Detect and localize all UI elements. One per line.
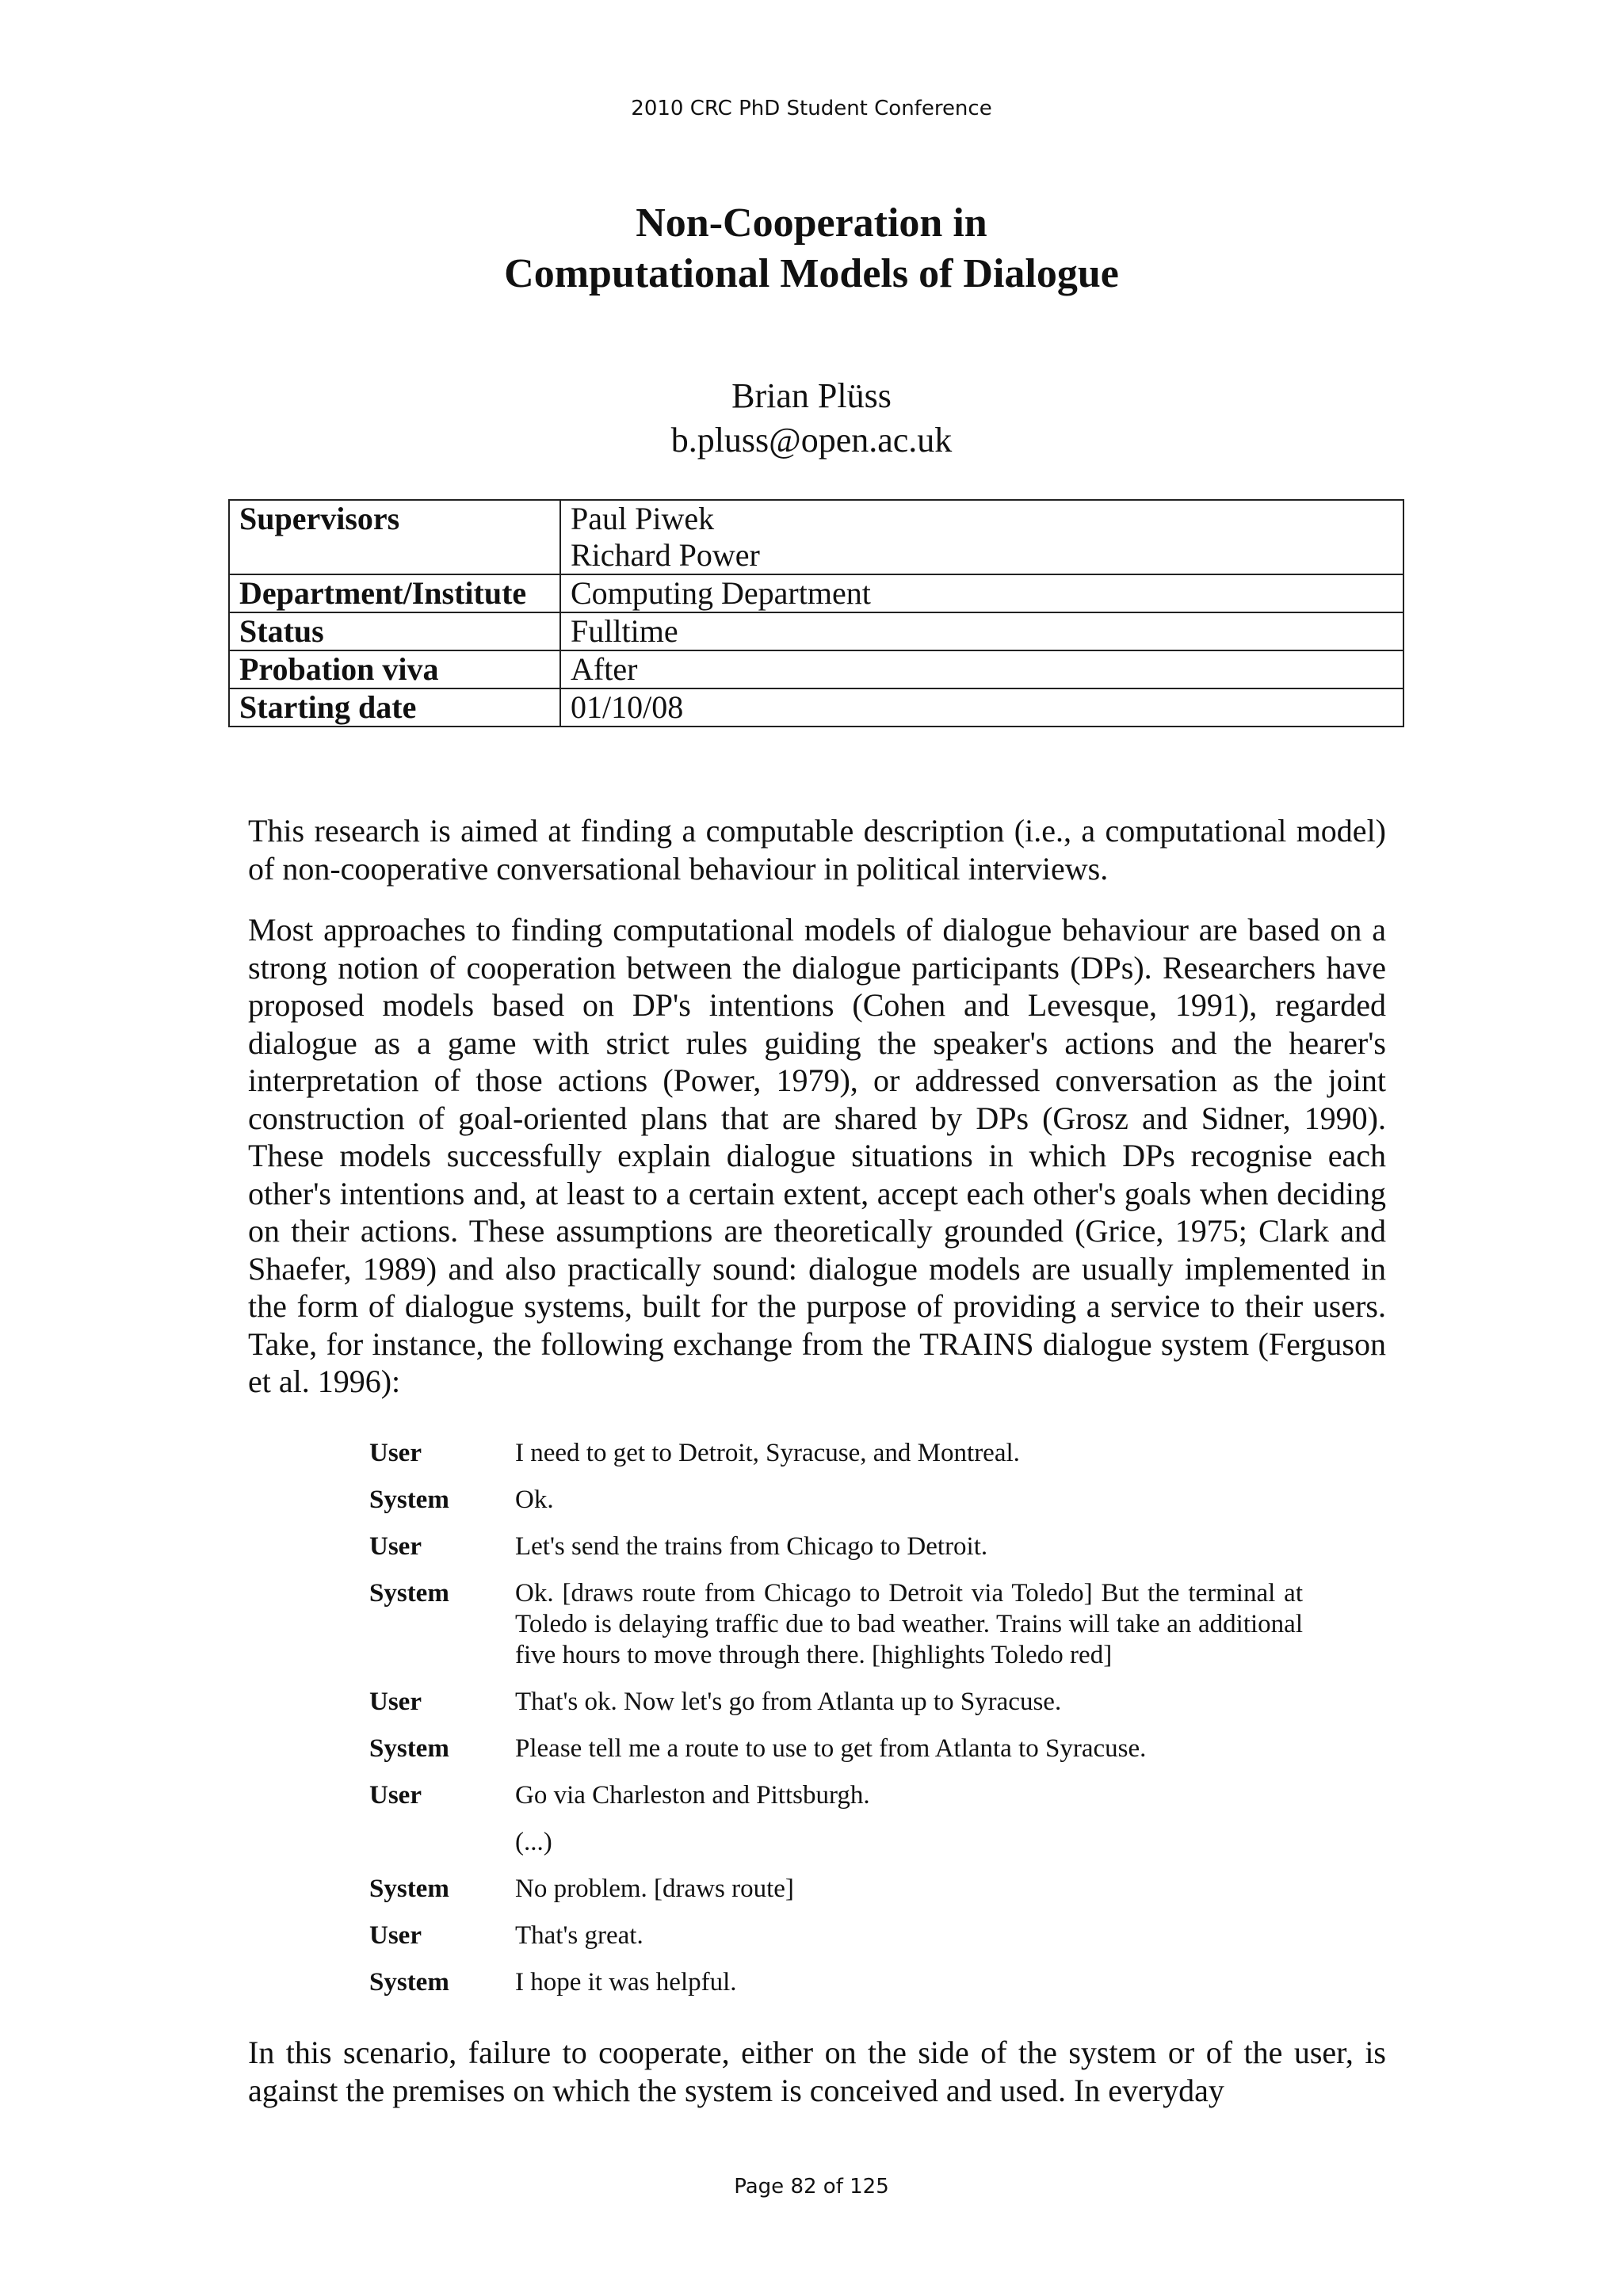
table-row xyxy=(229,688,1403,727)
paper-title xyxy=(0,198,1623,299)
dialogue-speaker xyxy=(369,1827,515,1858)
dialogue-utterance: I hope it was helpful. xyxy=(515,1968,737,1997)
paragraph-intro: This research is aimed at finding a computable description (i.e., a computational model) of non-cooperative conversational behaviour in political interviews. xyxy=(248,813,1386,887)
paragraph-background: Most approaches to finding computational models of dialogue behaviour are based on a strong notion of cooperation between the dialogue participants (DPs). Researchers have proposed models based on DP's intentions (Cohen and Levesque, 1991), regarded dialogue as a game with strict rules guiding the speaker's actions and the hearer's interpretation of those actions (Power, 1979), or addressed conversation as the joint construction of goal-oriented plans that are shared by DPs (Grosz and Sidner, 1990). These models successfully explain dialogue situations in which DPs recognise each other's intentions and, at least to a certain extent, accept each other's goals when deciding on their actions. These assumptions are theoretically grounded (Grice, 1975; Clark and Shaefer, 1989) and also practically sound: dialogue models are usually implemented in the form of dialogue systems, built for the purpose of providing a service to their users. Take, for instance, the following exchange from the TRAINS dialogue system (Ferguson et al. 1996): xyxy=(248,912,1386,1399)
dialogue-turn xyxy=(369,1874,1304,1905)
probation-value: After xyxy=(560,650,1403,688)
department-label: Department/Institute xyxy=(229,574,560,612)
dialogue-turn xyxy=(369,1687,1304,1718)
dialogue-example xyxy=(369,1438,1304,2014)
start-date-label: Starting date xyxy=(229,688,560,727)
dialogue-speaker: System xyxy=(369,1486,449,1514)
dialogue-speaker: User xyxy=(369,1439,422,1467)
table-row xyxy=(229,500,1403,574)
title-line-2: Computational Models of Dialogue xyxy=(504,251,1119,296)
dialogue-utterance: That's great. xyxy=(515,1921,643,1950)
start-date-value: 01/10/08 xyxy=(560,688,1403,727)
dialogue-speaker: User xyxy=(369,1921,422,1950)
dialogue-utterance: Ok. [draws route from Chicago to Detroit via Toledo] But the terminal at Toledo is delaying traffic due to bad weather. Trains will take an additional five hours to move through there. [highlights Toledo red] xyxy=(515,1579,1303,1669)
conference-header: 2010 CRC PhD Student Conference xyxy=(631,97,992,120)
author-block xyxy=(0,374,1623,463)
supervisors-label: Supervisors xyxy=(229,500,560,574)
dialogue-turn xyxy=(369,1485,1304,1516)
table-row xyxy=(229,574,1403,612)
table-row xyxy=(229,650,1403,688)
dialogue-turn xyxy=(369,1827,1304,1858)
dialogue-turn xyxy=(369,1780,1304,1811)
dialogue-speaker: System xyxy=(369,1875,449,1903)
department-value: Computing Department xyxy=(560,574,1403,612)
dialogue-utterance: Go via Charleston and Pittsburgh. xyxy=(515,1781,870,1810)
status-value: Fulltime xyxy=(560,612,1403,650)
dialogue-speaker: User xyxy=(369,1781,422,1810)
dialogue-turn xyxy=(369,1733,1304,1764)
supervisor-1: Paul Piwek xyxy=(571,501,715,536)
student-info-table xyxy=(228,499,1404,727)
dialogue-speaker: User xyxy=(369,1688,422,1716)
dialogue-utterance: Ok. xyxy=(515,1486,554,1514)
dialogue-utterance: That's ok. Now let's go from Atlanta up to Syracuse. xyxy=(515,1688,1062,1716)
dialogue-utterance: Please tell me a route to use to get from Atlanta to Syracuse. xyxy=(515,1734,1147,1763)
dialogue-utterance: Let's send the trains from Chicago to Detroit. xyxy=(515,1532,988,1561)
dialogue-turn xyxy=(369,1967,1304,1998)
dialogue-speaker: System xyxy=(369,1968,449,1997)
page-number: Page 82 of 125 xyxy=(734,2175,889,2199)
dialogue-utterance: I need to get to Detroit, Syracuse, and Montreal. xyxy=(515,1439,1020,1467)
dialogue-speaker: System xyxy=(369,1734,449,1763)
status-label: Status xyxy=(229,612,560,650)
dialogue-turn xyxy=(369,1920,1304,1951)
probation-label: Probation viva xyxy=(229,650,560,688)
author-name: Brian Plüss xyxy=(731,376,892,415)
dialogue-utterance: No problem. [draws route] xyxy=(515,1875,794,1903)
paragraph-scenario: In this scenario, failure to cooperate, either on the side of the system or of the user, is against the premises on which the system is conceived and used. In everyday xyxy=(248,2035,1386,2108)
supervisors-value xyxy=(560,500,1403,574)
dialogue-speaker: System xyxy=(369,1579,449,1608)
supervisor-2: Richard Power xyxy=(571,537,760,573)
dialogue-turn xyxy=(369,1578,1304,1671)
dialogue-speaker: User xyxy=(369,1532,422,1561)
author-email: b.pluss@open.ac.uk xyxy=(670,421,953,460)
dialogue-utterance: (...) xyxy=(515,1828,552,1856)
table-row xyxy=(229,612,1403,650)
title-line-1: Non-Cooperation in xyxy=(636,200,987,246)
dialogue-turn xyxy=(369,1531,1304,1562)
dialogue-turn xyxy=(369,1438,1304,1469)
